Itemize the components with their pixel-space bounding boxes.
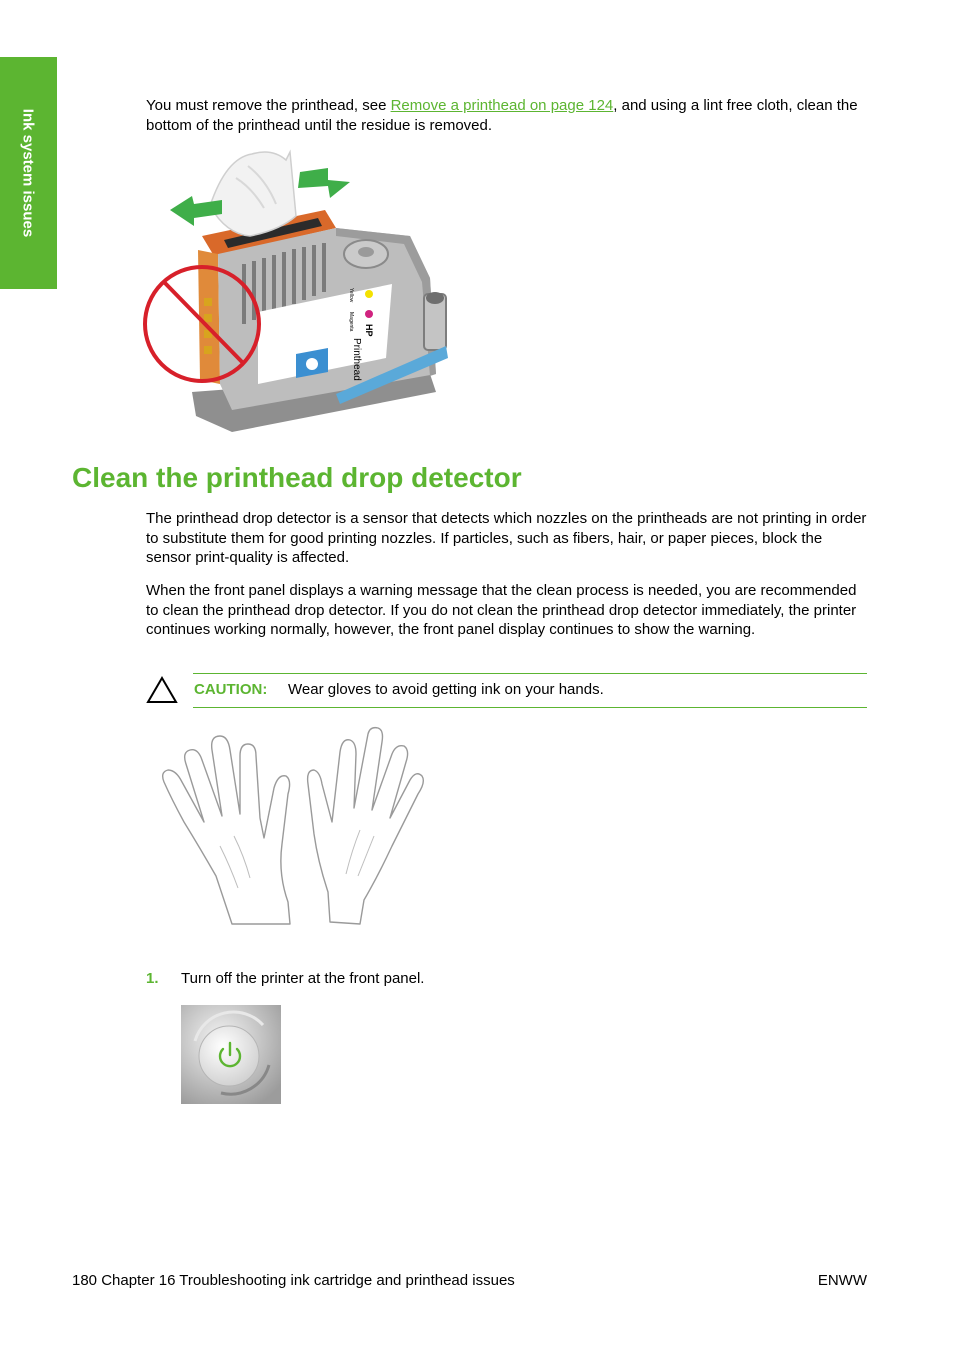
right-arrow-icon xyxy=(298,168,350,198)
intro-text-before: You must remove the printhead, see xyxy=(146,97,391,114)
side-tab-label: Ink system issues xyxy=(19,108,37,238)
power-button-image xyxy=(181,1005,281,1104)
caution-triangle-icon xyxy=(146,676,178,704)
gloves-illustration xyxy=(160,726,425,932)
side-tab xyxy=(0,57,57,289)
footer-left: 180 Chapter 16 Troubleshooting ink cartridge and printhead issues xyxy=(72,1272,515,1289)
section-paragraph-1: The printhead drop detector is a sensor that detects which nozzles on the printheads are not printing in order to substitute them for good printing nozzles. If particles, such as fibers, hair, or paper pieces, block the sensor print-quality is affected. xyxy=(146,510,867,567)
caution-box xyxy=(193,673,867,708)
caution-text: Wear gloves to avoid getting ink on your hands. xyxy=(288,681,604,698)
section-paragraph-2: When the front panel displays a warning message that the clean process is needed, you are recommended to clean the printhead drop detector. If you do not clean the printhead drop detector immediately, the printer continues working normally, however, the front panel display continues to show the warning. xyxy=(146,582,857,639)
intro-paragraph xyxy=(146,96,868,135)
intro-text-after: , and using a lint free cloth, clean the bottom of the printhead until the residue is removed. xyxy=(146,97,858,134)
caution-label: CAUTION: xyxy=(194,681,268,698)
step-1-number: 1. xyxy=(146,970,159,987)
section-heading: Clean the printhead drop detector xyxy=(72,462,522,493)
footer-right: ENWW xyxy=(817,1272,867,1289)
right-glove-icon xyxy=(308,728,424,924)
printhead-cleaning-illustration xyxy=(140,148,455,436)
printhead-yellow-text: Yellow xyxy=(348,288,354,303)
printhead-name-text: Printhead xyxy=(351,338,362,381)
printhead-magenta-text: Magenta xyxy=(348,312,354,332)
remove-printhead-link[interactable]: Remove a printhead on page 124 xyxy=(390,97,614,114)
printhead-brand-text: HP xyxy=(364,324,374,337)
step-1-text: Turn off the printer at the front panel. xyxy=(181,970,425,987)
left-glove-icon xyxy=(163,736,290,924)
